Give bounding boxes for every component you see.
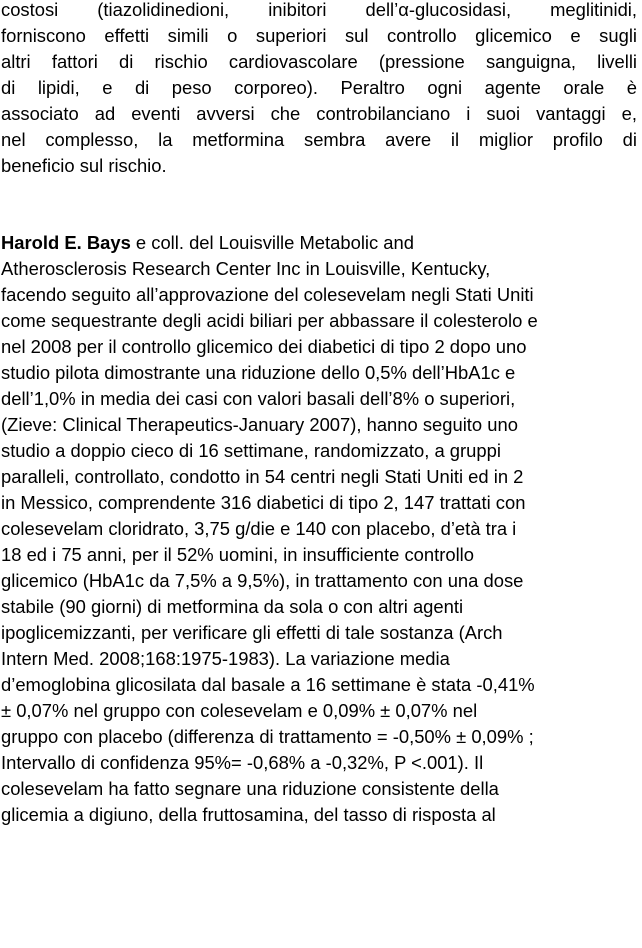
text-line: glicemia a digiuno, della fruttosamina, del tasso di risposta al: [1, 804, 496, 825]
text-line: Intern Med. 2008;168:1975-1983). La variazione media: [1, 648, 450, 669]
text-line: associato ad eventi avversi che controbilanciano i suoi vantaggi e,: [1, 103, 637, 124]
text-line: ipoglicemizzanti, per verificare gli effetti di tale sostanza (Arch: [1, 622, 503, 643]
text-line: dell’1,0% in media dei casi con valori basali dell’8% o superiori,: [1, 388, 516, 409]
text-line: glicemico (HbA1c da 7,5% a 9,5%), in trattamento con una dose: [1, 570, 524, 591]
paragraph-first-line: [1, 230, 414, 256]
text-line: di lipidi, e di peso corporeo). Peraltro ogni agente orale è: [1, 77, 637, 98]
text-line: colesevelam cloridrato, 3,75 g/die e 140 con placebo, d’età tra i: [1, 518, 517, 539]
text-line: come sequestrante degli acidi biliari per abbassare il colesterolo e: [1, 310, 538, 331]
text-line: facendo seguito all’approvazione del colesevelam negli Stati Uniti: [1, 284, 534, 305]
text-line: paralleli, controllato, condotto in 54 centri negli Stati Uniti ed in 2: [1, 466, 524, 487]
text-line: nel 2008 per il controllo glicemico dei diabetici di tipo 2 dopo uno: [1, 336, 527, 357]
text-line: d’emoglobina glicosilata dal basale a 16 settimane è stata -0,41%: [1, 674, 535, 695]
text-line: (Zieve: Clinical Therapeutics-January 2007), hanno seguito uno: [1, 414, 518, 435]
text-line: gruppo con placebo (differenza di trattamento = -0,50% ± 0,09% ;: [1, 726, 534, 747]
text-span: e coll. del Louisville Metabolic and: [130, 232, 414, 253]
text-line: altri fattori di rischio cardiovascolare (pressione sanguigna, livelli: [1, 51, 637, 72]
text-line: forniscono effetti simili o superiori sul controllo glicemico e sugli: [1, 25, 637, 46]
text-line: studio pilota dimostrante una riduzione dello 0,5% dell’HbA1c e: [1, 362, 516, 383]
text-line: nel complesso, la metformina sembra avere il miglior profilo di: [1, 129, 637, 150]
text-line: colesevelam ha fatto segnare una riduzione consistente della: [1, 778, 499, 799]
text-line: Intervallo di confidenza 95%= -0,68% a -0,32%, P <.001). Il: [1, 752, 484, 773]
text-line: Atherosclerosis Research Center Inc in Louisville, Kentucky,: [1, 258, 491, 279]
text-line: ± 0,07% nel gruppo con colesevelam e 0,09% ± 0,07% nel: [1, 700, 478, 721]
text-line: in Messico, comprendente 316 diabetici di tipo 2, 147 trattati con: [1, 492, 526, 513]
text-line: costosi (tiazolidinedioni, inibitori dell’α-glucosidasi, meglitinidi,: [1, 0, 637, 20]
text-line: beneficio sul rischio.: [1, 155, 167, 176]
author-name: Harold E. Bays: [1, 232, 131, 253]
text-line: stabile (90 giorni) di metformina da sola o con altri agenti: [1, 596, 464, 617]
text-line: studio a doppio cieco di 16 settimane, randomizzato, a gruppi: [1, 440, 501, 461]
text-line: 18 ed i 75 anni, per il 52% uomini, in insufficiente controllo: [1, 544, 474, 565]
